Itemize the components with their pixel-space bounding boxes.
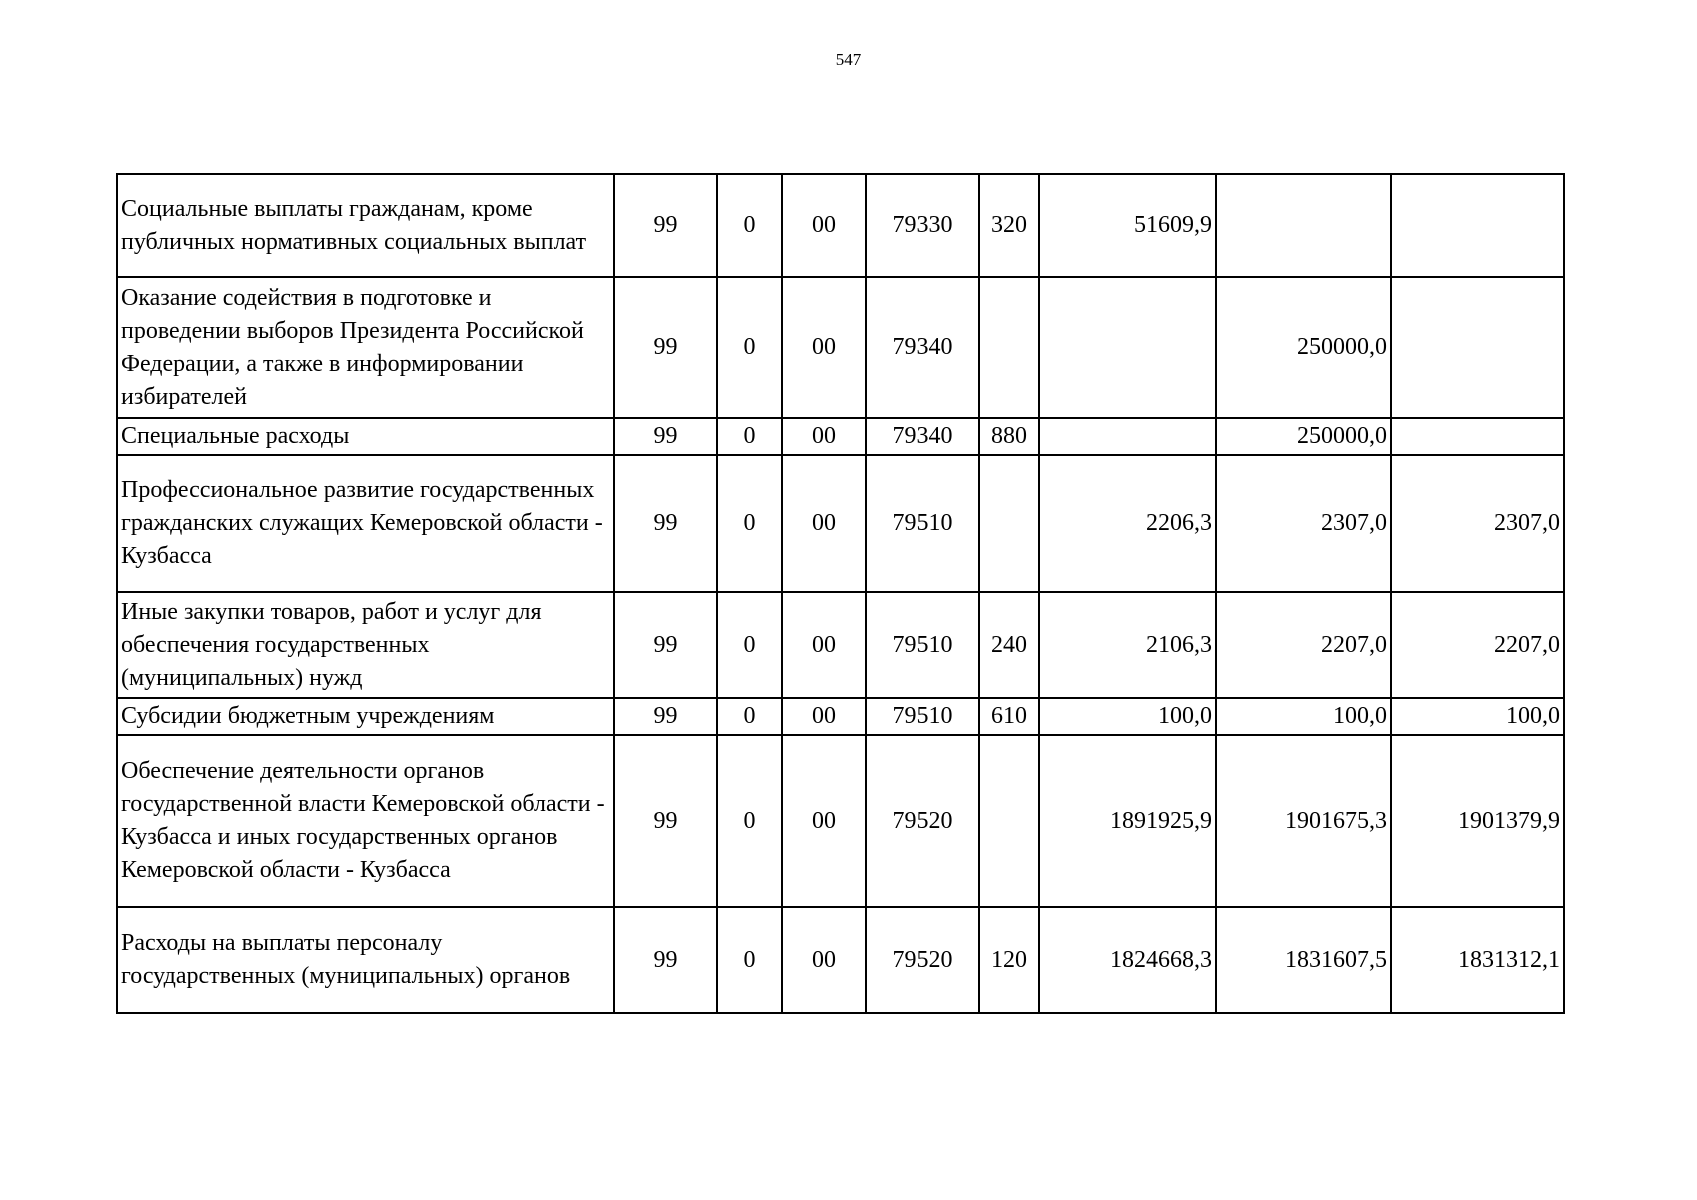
direction-code-cell: 79330 [866,174,979,277]
row-name-cell: Обеспечение деятельности органов государственной власти Кемеровской области - Кузбасса и иных государственных органов Кемеровской области - Кузбасса [117,735,614,907]
subprogram-code-cell: 00 [782,735,866,907]
table-row [117,735,1564,907]
table-row [117,592,1564,698]
page-number: 547 [835,50,862,69]
subprogram-code-cell: 00 [782,592,866,698]
program-code-cell: 0 [717,735,782,907]
amount-year2-cell: 2307,0 [1216,455,1391,592]
direction-code-cell: 79340 [866,418,979,455]
row-name-cell: Иные закупки товаров, работ и услуг для обеспечения государственных (муниципальных) нужд [117,592,614,698]
row-name-cell: Специальные расходы [117,418,614,455]
program-code-cell: 0 [717,907,782,1013]
program-code-cell: 0 [717,277,782,418]
subprogram-code-cell: 00 [782,418,866,455]
amount-year2-cell: 1901675,3 [1216,735,1391,907]
amount-year2-cell [1216,174,1391,277]
program-code-cell: 0 [717,174,782,277]
amount-year1-cell: 1891925,9 [1039,735,1216,907]
ministry-code-cell: 99 [614,592,717,698]
amount-year1-cell: 2206,3 [1039,455,1216,592]
budget-table [116,173,1565,1014]
amount-year3-cell [1391,418,1564,455]
ministry-code-cell: 99 [614,277,717,418]
table-row [117,418,1564,455]
direction-code-cell: 79510 [866,592,979,698]
amount-year2-cell: 250000,0 [1216,277,1391,418]
ministry-code-cell: 99 [614,418,717,455]
amount-year1-cell: 51609,9 [1039,174,1216,277]
subprogram-code-cell: 00 [782,174,866,277]
ministry-code-cell: 99 [614,455,717,592]
amount-year3-cell [1391,174,1564,277]
amount-year1-cell [1039,277,1216,418]
subprogram-code-cell: 00 [782,277,866,418]
amount-year1-cell: 1824668,3 [1039,907,1216,1013]
program-code-cell: 0 [717,418,782,455]
amount-year3-cell [1391,277,1564,418]
amount-year2-cell: 2207,0 [1216,592,1391,698]
ministry-code-cell: 99 [614,735,717,907]
amount-year1-cell: 2106,3 [1039,592,1216,698]
program-code-cell: 0 [717,455,782,592]
expense-type-cell: 610 [979,698,1039,735]
amount-year3-cell: 1831312,1 [1391,907,1564,1013]
amount-year3-cell: 100,0 [1391,698,1564,735]
row-name-cell: Социальные выплаты гражданам, кроме публичных нормативных социальных выплат [117,174,614,277]
amount-year2-cell: 250000,0 [1216,418,1391,455]
row-name-cell: Профессиональное развитие государственных гражданских служащих Кемеровской области - Кузбасса [117,455,614,592]
expense-type-cell [979,735,1039,907]
subprogram-code-cell: 00 [782,455,866,592]
amount-year1-cell [1039,418,1216,455]
expense-type-cell: 880 [979,418,1039,455]
program-code-cell: 0 [717,698,782,735]
amount-year3-cell: 2207,0 [1391,592,1564,698]
amount-year3-cell: 2307,0 [1391,455,1564,592]
expense-type-cell [979,277,1039,418]
direction-code-cell: 79520 [866,907,979,1013]
ministry-code-cell: 99 [614,698,717,735]
amount-year3-cell: 1901379,9 [1391,735,1564,907]
row-name-cell: Оказание содействия в подготовке и проведении выборов Президента Российской Федерации, а также в информировании избирателей [117,277,614,418]
expense-type-cell: 120 [979,907,1039,1013]
subprogram-code-cell: 00 [782,907,866,1013]
amount-year2-cell: 1831607,5 [1216,907,1391,1013]
ministry-code-cell: 99 [614,174,717,277]
expense-type-cell [979,455,1039,592]
amount-year1-cell: 100,0 [1039,698,1216,735]
direction-code-cell: 79510 [866,698,979,735]
row-name-cell: Расходы на выплаты персоналу государственных (муниципальных) органов [117,907,614,1013]
table-row [117,455,1564,592]
direction-code-cell: 79340 [866,277,979,418]
program-code-cell: 0 [717,592,782,698]
ministry-code-cell: 99 [614,907,717,1013]
row-name-cell: Субсидии бюджетным учреждениям [117,698,614,735]
table-row [117,698,1564,735]
direction-code-cell: 79510 [866,455,979,592]
expense-type-cell: 240 [979,592,1039,698]
subprogram-code-cell: 00 [782,698,866,735]
amount-year2-cell: 100,0 [1216,698,1391,735]
table-row [117,907,1564,1013]
expense-type-cell: 320 [979,174,1039,277]
table-row [117,277,1564,418]
direction-code-cell: 79520 [866,735,979,907]
table-row [117,174,1564,277]
